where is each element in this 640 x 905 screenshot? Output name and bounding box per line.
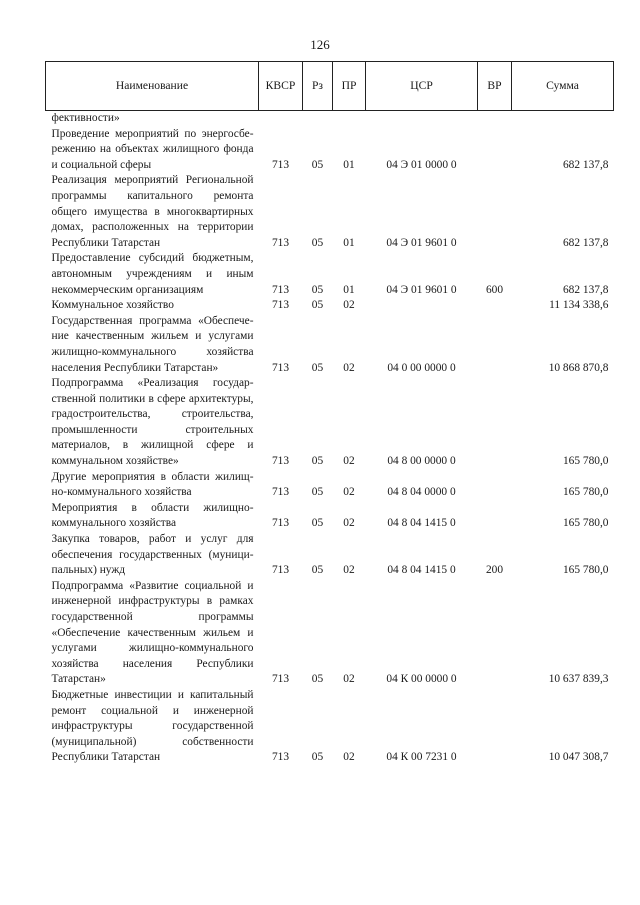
row-pr: 02 xyxy=(343,751,355,764)
row-name: Другие мероприятия в области жилищно-коммунального хозяйства xyxy=(51,470,254,499)
row-name: Предоставление субсидий бюджетным, автономным учреждениям и иным некоммерческим организациям xyxy=(51,252,254,296)
row-vr xyxy=(478,376,512,470)
row-sum: 682 137,8 xyxy=(562,236,609,249)
row-csr: 04 Э 01 9601 0 xyxy=(386,236,457,249)
row-csr: 04 8 04 1415 0 xyxy=(387,517,456,530)
row-kvsr: 713 xyxy=(271,236,290,249)
row-vr xyxy=(478,173,512,251)
row-sum: 10 637 839,3 xyxy=(548,673,609,686)
row-kvsr: 713 xyxy=(271,751,290,764)
table-row xyxy=(46,532,614,579)
table-row xyxy=(46,376,614,470)
row-name: Подпрограмма «Развитие социальной и инженерной инфраструктуры в рамках государственной программы «Обеспечение качественным жильем и услугами жилищно-коммунального хозяйства населения Республики Татарстан» xyxy=(51,579,254,686)
row-pr: 02 xyxy=(343,564,355,577)
row-rz: 05 xyxy=(311,236,324,249)
row-rz: 05 xyxy=(311,283,324,296)
row-csr: 04 8 04 0000 0 xyxy=(387,486,456,499)
row-csr: 04 Э 01 9601 0 xyxy=(386,283,457,296)
row-sum: 165 780,0 xyxy=(562,455,609,468)
row-rz: 05 xyxy=(311,299,324,312)
row-csr: 04 К 00 7231 0 xyxy=(386,751,457,764)
page-number: 126 xyxy=(310,37,330,52)
row-vr: 600 xyxy=(485,283,504,296)
row-vr xyxy=(478,579,512,688)
row-rz: 05 xyxy=(311,751,324,764)
table-row xyxy=(46,127,614,174)
row-csr: 04 К 00 0000 0 xyxy=(386,673,457,686)
row-kvsr: 713 xyxy=(271,299,290,312)
table-row xyxy=(46,688,614,766)
row-pr xyxy=(333,111,366,127)
table-row xyxy=(46,173,614,251)
row-rz: 05 xyxy=(311,158,324,171)
header-kvsr: КВСР xyxy=(259,62,303,111)
row-kvsr: 713 xyxy=(271,486,290,499)
row-pr: 02 xyxy=(343,486,355,499)
header-pr: ПР xyxy=(333,62,366,111)
row-sum: 10 047 308,7 xyxy=(548,751,609,764)
row-sum: 10 868 870,8 xyxy=(548,361,609,374)
table-row xyxy=(46,470,614,501)
row-name: Закупка товаров, работ и услуг для обеспечения государственных (муниципальных) нужд xyxy=(51,533,254,577)
row-pr: 02 xyxy=(343,299,355,312)
table-row xyxy=(46,298,614,314)
row-pr: 02 xyxy=(343,517,355,530)
table-row xyxy=(46,579,614,688)
row-kvsr: 713 xyxy=(271,158,290,171)
row-name: Подпрограмма «Реализация государственной политики в сфере архитектуры, градостроительства, строительства, промышленности строительных материалов, в жилищной сфере и коммунальном хозяйстве» xyxy=(51,377,254,468)
row-kvsr xyxy=(259,111,303,127)
row-kvsr: 713 xyxy=(271,517,290,530)
row-sum: 165 780,0 xyxy=(562,517,609,530)
row-vr: 200 xyxy=(485,564,504,577)
row-rz: 05 xyxy=(311,673,324,686)
row-name: Мероприятия в области жилищно-коммунального хозяйства xyxy=(51,501,254,530)
row-csr: 04 Э 01 0000 0 xyxy=(386,158,457,171)
row-csr xyxy=(366,111,478,127)
row-vr xyxy=(478,314,512,376)
table-row xyxy=(46,501,614,532)
row-kvsr: 713 xyxy=(271,455,290,468)
row-csr: 04 8 00 0000 0 xyxy=(387,455,456,468)
row-name: фективности» xyxy=(51,112,120,124)
row-kvsr: 713 xyxy=(271,361,290,374)
row-name: Государственная программа «Обеспечение качественным жильем и услугами жилищно-коммунального хозяйства населения Республики Татарстан» xyxy=(51,314,254,374)
row-rz: 05 xyxy=(311,486,324,499)
row-sum: 165 780,0 xyxy=(562,486,609,499)
row-kvsr: 713 xyxy=(271,564,290,577)
row-pr: 02 xyxy=(343,455,355,468)
row-pr: 01 xyxy=(343,236,355,249)
row-vr xyxy=(478,501,512,532)
row-rz: 05 xyxy=(311,517,324,530)
row-vr xyxy=(478,127,512,174)
row-sum xyxy=(512,111,614,127)
header-name: Наименование xyxy=(46,62,259,111)
header-vr: ВР xyxy=(478,62,512,111)
row-vr xyxy=(478,470,512,501)
row-vr xyxy=(478,298,512,314)
row-rz: 05 xyxy=(311,564,324,577)
row-rz xyxy=(303,111,333,127)
header-csr: ЦСР xyxy=(366,62,478,111)
row-sum: 165 780,0 xyxy=(562,564,609,577)
table-header-row xyxy=(46,62,614,111)
row-csr: 04 8 04 1415 0 xyxy=(387,564,456,577)
row-vr xyxy=(478,688,512,766)
row-sum: 682 137,8 xyxy=(562,158,609,171)
row-csr: 04 0 00 0000 0 xyxy=(387,361,456,374)
row-name: Коммунальное хозяйство xyxy=(51,299,174,312)
row-kvsr: 713 xyxy=(271,283,290,296)
row-pr: 02 xyxy=(343,673,355,686)
budget-table xyxy=(45,61,614,766)
row-csr xyxy=(366,298,478,314)
row-kvsr: 713 xyxy=(271,673,290,686)
row-rz: 05 xyxy=(311,361,324,374)
row-pr: 01 xyxy=(343,283,355,296)
row-pr: 01 xyxy=(343,158,355,171)
table-row xyxy=(46,314,614,376)
table-row xyxy=(46,111,614,127)
row-sum: 682 137,8 xyxy=(562,283,609,296)
row-rz: 05 xyxy=(311,455,324,468)
row-sum: 11 134 338,6 xyxy=(549,299,609,312)
row-pr: 02 xyxy=(343,361,355,374)
header-rz: Рз xyxy=(303,62,333,111)
header-sum: Сумма xyxy=(512,62,614,111)
table-row xyxy=(46,251,614,298)
row-name: Бюджетные инвестиции и капитальный ремонт социальной и инженерной инфраструктуры государственной (муниципальной) собственности Республики Татарстан xyxy=(51,688,254,764)
row-vr xyxy=(478,111,512,127)
row-name: Реализация мероприятий Региональной программы капитального ремонта общего имущества в многоквартирных домах, расположенных на территории Республики Татарстан xyxy=(51,174,254,249)
row-name: Проведение мероприятий по энергосбережению на объектах жилищного фонда и социальной сферы xyxy=(51,127,254,171)
